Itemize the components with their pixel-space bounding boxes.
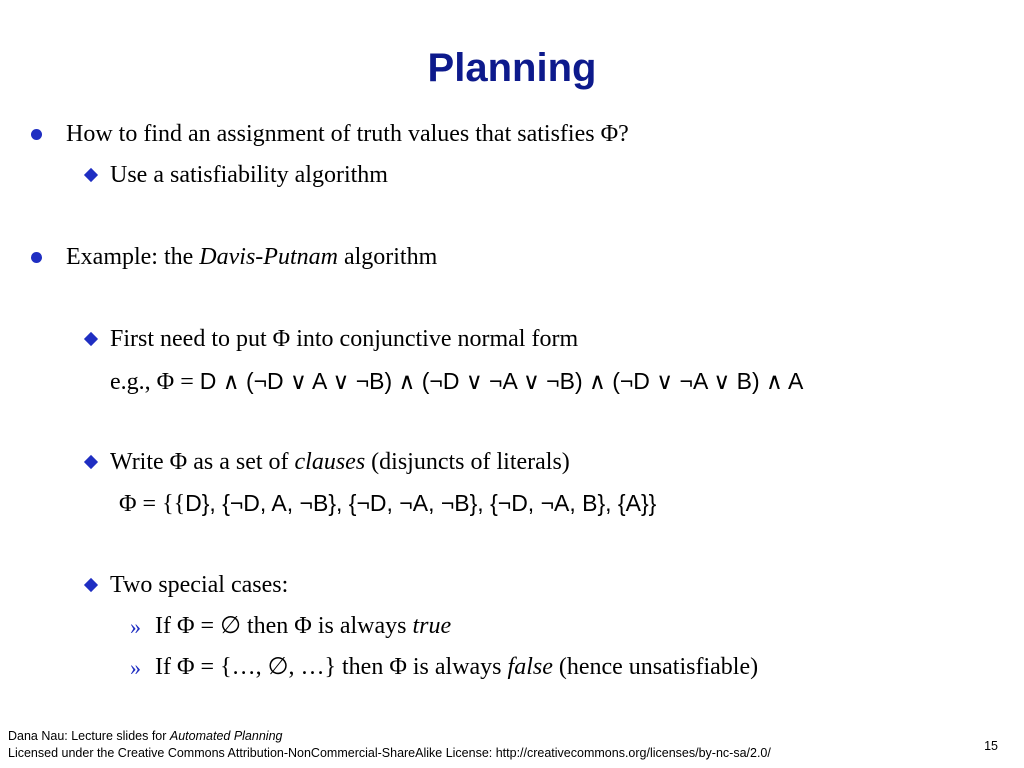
sub-bullet-special-cases-text: Two special cases:	[110, 572, 289, 598]
bullet-1-text: How to find an assignment of truth values that satisfies Φ?	[66, 121, 629, 147]
cnf-formula: D ∧ (¬D ∨ A ∨ ¬B) ∧ (¬D ∨ ¬A ∨ ¬B) ∧ (¬D ∨ ¬A ∨ B) ∧ A	[199, 368, 804, 394]
clause-set-prefix: Φ = {{	[119, 491, 186, 517]
clause-set	[119, 489, 656, 518]
bullet-1-sub-text: Use a satisfiability algorithm	[110, 162, 388, 188]
footer-credit-em: Automated Planning	[169, 729, 283, 743]
footer-credit-pre: Dana Nau: Lecture slides for	[8, 729, 170, 743]
clause-set-body: D}, {¬D, A, ¬B}, {¬D, ¬A, ¬B}, {¬D, ¬A, B}, {A}}	[185, 490, 657, 516]
raquo-bullet-icon: »	[130, 614, 141, 639]
page-number: 15	[984, 739, 998, 753]
diamond-bullet-icon	[84, 332, 98, 346]
bullet-2-em: Davis-Putnam	[199, 244, 338, 270]
cnf-example	[110, 367, 803, 396]
diamond-bullet-icon	[84, 578, 98, 592]
round-bullet-icon	[31, 252, 42, 263]
diamond-bullet-icon	[84, 455, 98, 469]
clauses-post: (disjuncts of literals)	[365, 449, 570, 475]
special-case-2-post: (hence unsatisfiable)	[552, 654, 759, 680]
special-case-2	[155, 653, 758, 681]
bullet-2-text	[66, 243, 437, 271]
special-case-1-em: true	[412, 613, 452, 639]
clauses-em: clauses	[294, 449, 366, 475]
cnf-example-prefix: e.g., Φ =	[110, 369, 200, 395]
raquo-bullet-icon: »	[130, 655, 141, 680]
clauses-pre: Write Φ as a set of	[110, 449, 295, 475]
special-case-2-em: false	[507, 654, 553, 680]
slide-title: Planning	[427, 46, 597, 90]
sub-bullet-clauses-text	[110, 448, 570, 476]
round-bullet-icon	[31, 129, 42, 140]
bullet-2-post: algorithm	[337, 244, 438, 270]
special-case-1	[155, 612, 451, 640]
diamond-bullet-icon	[84, 168, 98, 182]
special-case-2-pre: If Φ = {…, ∅, …} then Φ is always	[155, 654, 508, 680]
footer-license: Licensed under the Creative Commons Attribution-NonCommercial-ShareAlike License: http://creativecommons.org/licenses/by-nc-sa/2.0/	[8, 746, 771, 760]
sub-bullet-cnf-text: First need to put Φ into conjunctive normal form	[110, 326, 579, 352]
special-case-1-pre: If Φ = ∅ then Φ is always	[155, 613, 413, 639]
footer-credit	[8, 729, 282, 743]
bullet-2-pre: Example: the	[66, 244, 200, 270]
